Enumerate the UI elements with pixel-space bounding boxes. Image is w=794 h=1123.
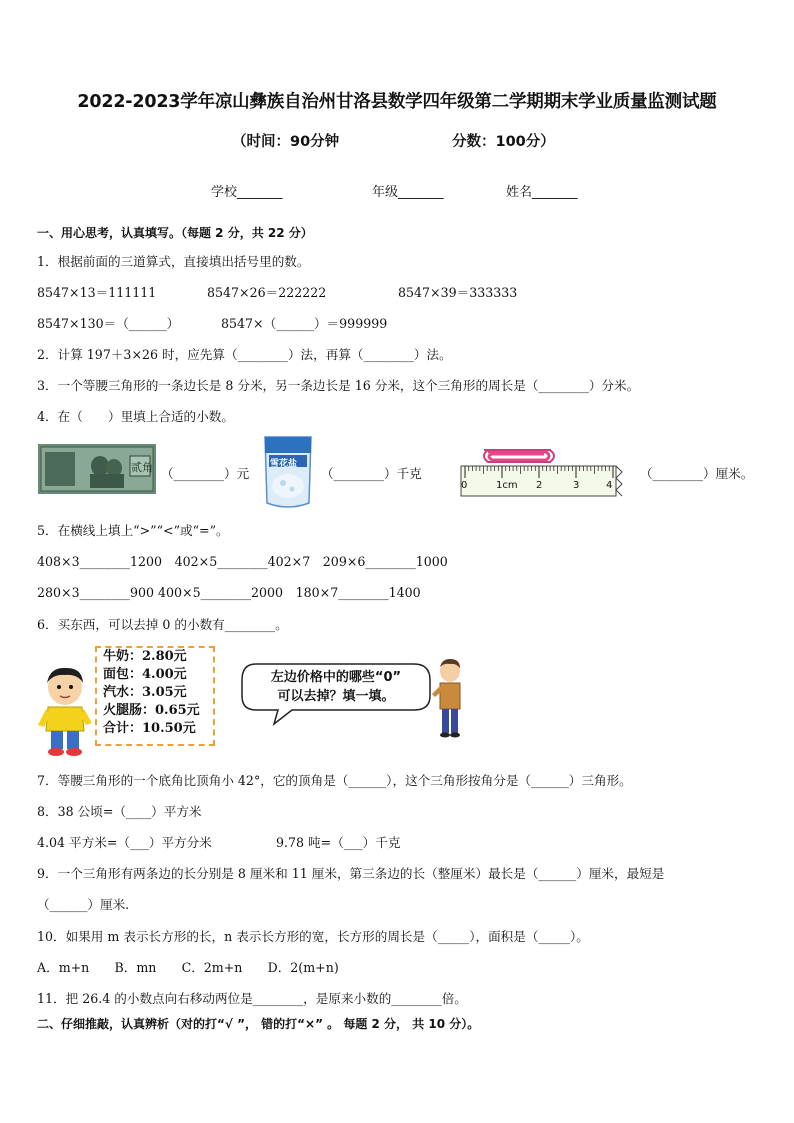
question-8: 8．38 公顷=（____）平方米 — [37, 804, 202, 819]
price-item: 火腿肠：0.65元 — [103, 703, 200, 718]
question-3: 3．一个等腰三角形的一条边长是 8 分米，另一条边长是 16 分米，这个三角形的周长是（________）分米。 — [37, 378, 640, 393]
question-7: 7．等腰三角形的一个底角比顶角小 42°，它的顶角是（______），这个三角形按角分是（______）三角形。 — [37, 773, 632, 788]
price-item: 牛奶：2.80元 — [103, 649, 187, 664]
ruler-tick-label: 1cm — [496, 480, 518, 491]
price-list — [95, 646, 215, 746]
ruler-image — [460, 442, 625, 498]
bubble-line-1: 左边价格中的哪些“0” — [270, 670, 402, 685]
question-1: 1．根据前面的三道算式，直接填出括号里的数。 — [37, 254, 310, 269]
banknote-image — [38, 444, 156, 494]
question-2: 2．计算 197＋3×26 时，应先算（________）法，再算（________）法。 — [37, 347, 452, 362]
q4-blank-cm: （________）厘米。 — [640, 466, 754, 481]
q10-options: A．m+n B．mn C．2m+n D．2(m+n) — [37, 960, 339, 975]
q9-continued: （______）厘米. — [37, 897, 130, 912]
bubble-line-2: 可以去掉？填一填。 — [277, 689, 395, 704]
q1-equation-2: 8547×26＝222222 — [207, 285, 327, 300]
q1-equation-3: 8547×39＝333333 — [398, 285, 518, 300]
ruler-tick-label: 0 — [461, 480, 468, 491]
q5-row-2: 280×3________900 400×5________2000 180×7________1400 — [37, 585, 421, 600]
q8-part-c: 9.78 吨=（___）千克 — [276, 835, 401, 850]
banknote-label: 贰角 — [131, 461, 153, 474]
price-item: 面包：4.00元 — [103, 667, 187, 682]
question-9: 9．一个三角形有两条边的长分别是 8 厘米和 11 厘米，第三条边的长（整厘米）最长是（______）厘米，最短是 — [37, 866, 665, 881]
salt-bag-image — [261, 431, 315, 511]
question-11: 11．把 26.4 的小数点向右移动两位是________，是原来小数的________倍。 — [37, 991, 467, 1006]
grade-field: 年级_______ — [372, 185, 444, 200]
exam-score: 分数：100分） — [452, 134, 555, 150]
q1-equation-5: 8547×（______）＝999999 — [221, 316, 388, 331]
ruler-tick-label: 2 — [536, 480, 543, 491]
q4-blank-kg: （________）千克 — [321, 466, 422, 481]
ruler-tick-label: 4 — [606, 480, 613, 491]
name-field: 姓名_______ — [506, 185, 578, 200]
q1-equation-4: 8547×130＝（______） — [37, 316, 180, 331]
school-field: 学校_______ — [211, 185, 283, 200]
price-total: 合计：10.50元 — [103, 721, 196, 736]
ruler-tick-label: 3 — [573, 480, 580, 491]
question-6: 6．买东西，可以去掉 0 的小数有________。 — [37, 617, 288, 632]
speech-bubble — [238, 660, 434, 726]
question-4: 4．在（ ）里填上合适的小数。 — [37, 409, 234, 424]
teacher-illustration — [432, 658, 466, 738]
q8-part-b: 4.04 平方米=（___）平方分米 — [37, 835, 212, 850]
salt-brand-label: 雪花盐 — [270, 459, 298, 469]
section-1-heading: 一、用心思考，认真填写。（每题 2 分，共 22 分） — [37, 226, 313, 240]
page-title: 2022-2023学年凉山彝族自治州甘洛县数学四年级第二学期期末学业质量监测试题 — [77, 92, 717, 112]
question-10: 10．如果用 m 表示长方形的长，n 表示长方形的宽，长方形的周长是（_____），面积是（_____）。 — [37, 929, 589, 944]
q5-row-1: 408×3________1200 402×5________402×7 209×6________1000 — [37, 554, 448, 569]
section-2-heading: 二、仔细推敲，认真辨析（对的打“√ ”， 错的打“×” 。 每题 2 分， 共 10 分）。 — [37, 1017, 480, 1031]
boy-illustration — [38, 665, 92, 757]
question-5: 5．在横线上填上“>”“<”或“=”。 — [37, 523, 229, 538]
exam-time: （时间：90分钟 — [232, 134, 340, 150]
q4-blank-yuan: （________）元 — [161, 466, 250, 481]
price-item: 汽水：3.05元 — [103, 685, 187, 700]
q1-equation-1: 8547×13＝111111 — [37, 285, 157, 300]
